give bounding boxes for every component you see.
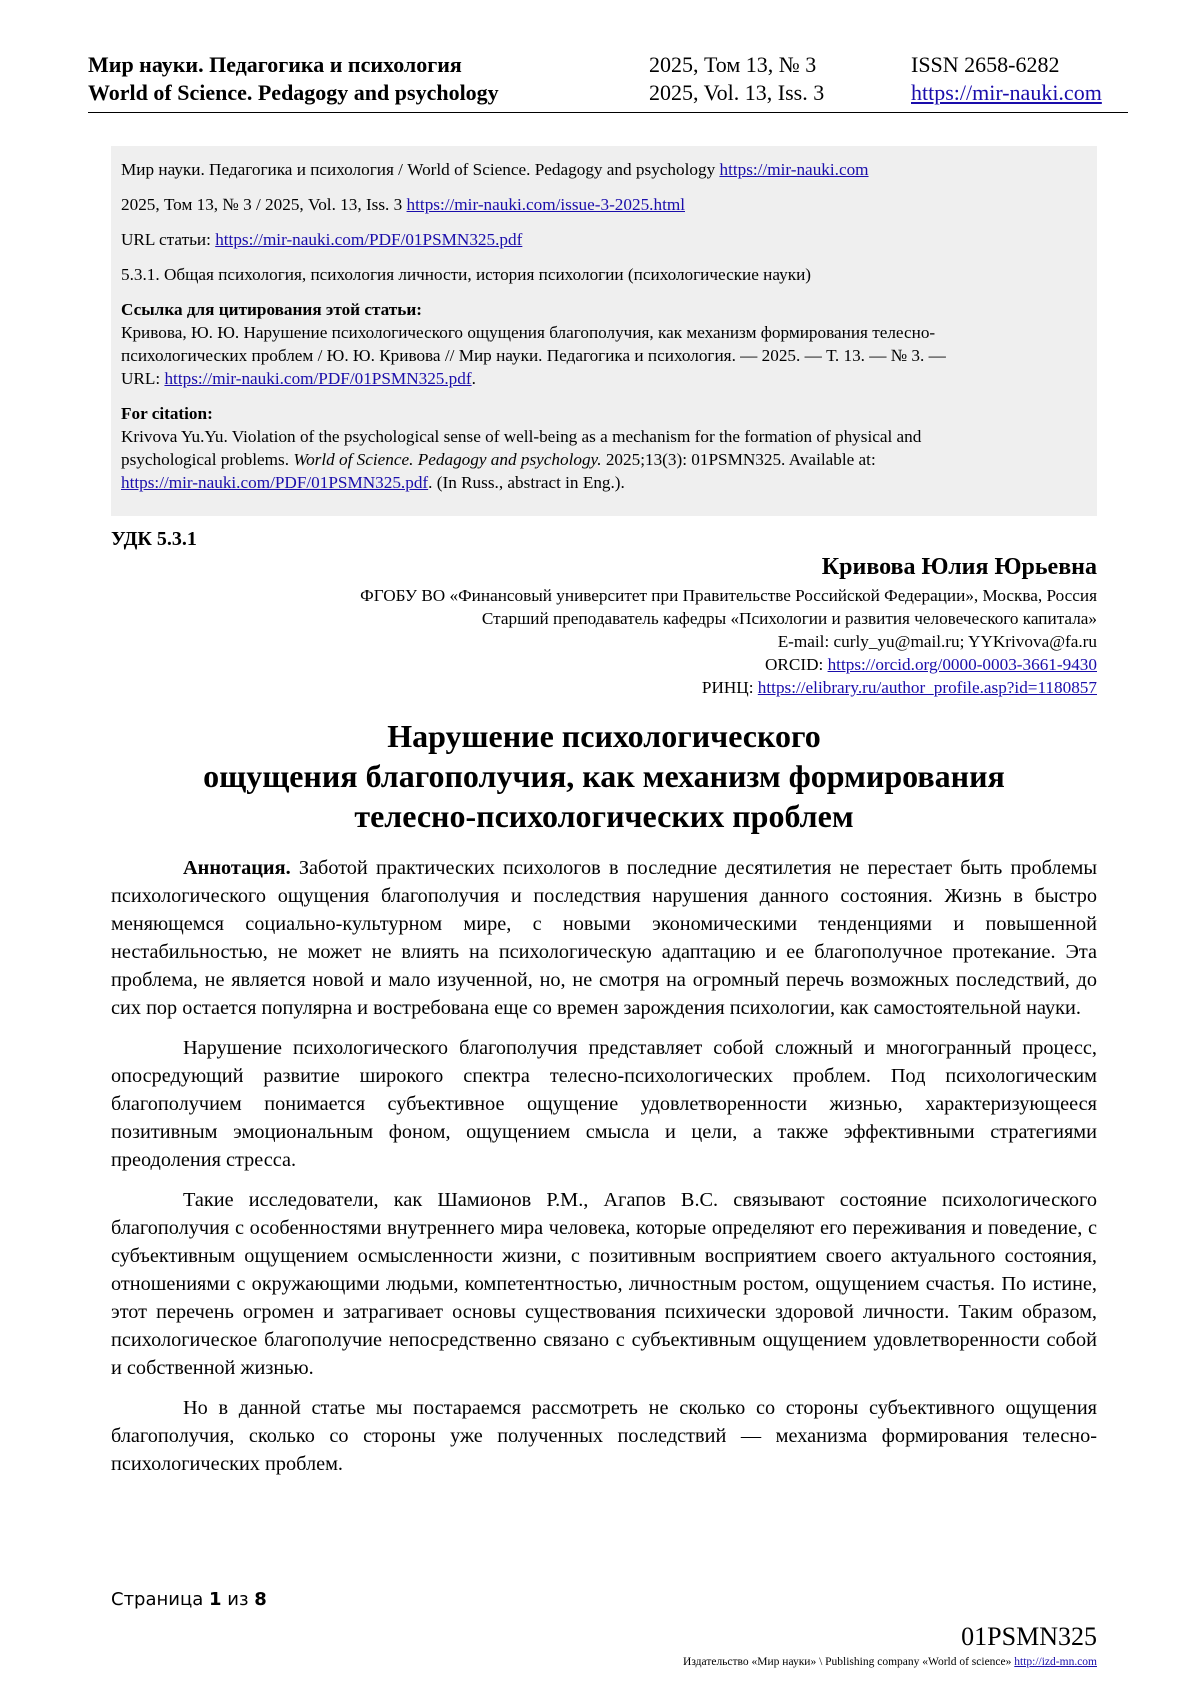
publisher-link[interactable]: http://izd-mn.com bbox=[1014, 1656, 1097, 1668]
journal-title-en: World of Science. Pedagogy and psychology bbox=[88, 80, 499, 105]
author-rinc: РИНЦ: https://elibrary.ru/author_profile.asp?id=1180857 bbox=[701, 678, 1097, 697]
rinc-link[interactable]: https://elibrary.ru/author_profile.asp?id=1180857 bbox=[757, 678, 1097, 697]
author-affiliation: ФГОБУ ВО «Финансовый университет при Правительстве Российской Федерации», Москва, Россия bbox=[360, 586, 1097, 605]
orcid-link[interactable]: https://orcid.org/0000-0003-3661-9430 bbox=[827, 655, 1097, 674]
issue-ru: 2025, Том 13, № 3 bbox=[649, 52, 817, 77]
cite-en-heading: For citation: bbox=[121, 404, 213, 423]
abstract-paragraph: Аннотация. Заботой практических психологов в последние десятилетия не перестает быть проблемы психологического ощущения благополучия и последствия нарушения данного состояния. Жизнь в быстро меняющемся социально-культурном мире, с новыми экономическими тенденциями и повышенной нестабильностью, не может не влиять на психологическую адаптацию и ее благополучное протекание. Эта проблема, не является новой и мало изученной, но, не смотря на огромный перечь возможных последствий, до сих пор остается популярна и востребована еще со времен зарождения психологии, как самостоятельной науки. bbox=[111, 857, 1097, 1019]
cite-en-url-line: https://mir-nauki.com/PDF/01PSMN325.pdf. (In Russ., abstract in Eng.). bbox=[121, 473, 625, 492]
body-paragraph: Такие исследователи, как Шамионов Р.М., Агапов В.С. связывают состояние психологического благополучия с особенностями внутреннего мира человека, которые определяют его переживания и поведение, с субъективным ощущением осмысленности жизни, с позитивным восприятием своего актуального состояния, отношениями с окружающими людьми, компетентностью, личностным ростом, ощущением счастья. По истине, этот перечень огромен и затрагивает основы существования психически здоровой личности. Таким образом, психологическое благополучие непосредственно связано с субъективным ощущением удовлетворенности собой и собственной жизнью. bbox=[111, 1189, 1097, 1379]
title-line: Нарушение психологического bbox=[387, 718, 821, 754]
cite-en-url-link[interactable]: https://mir-nauki.com/PDF/01PSMN325.pdf bbox=[121, 473, 429, 492]
journal-title-ru: Мир науки. Педагогика и психология bbox=[88, 52, 462, 77]
article-url-line: URL статьи: https://mir-nauki.com/PDF/01PSMN325.pdf bbox=[121, 230, 523, 249]
site-link[interactable]: https://mir-nauki.com bbox=[911, 80, 1102, 105]
issue-en: 2025, Vol. 13, Iss. 3 bbox=[649, 80, 825, 105]
cite-ru-heading: Ссылка для цитирования этой статьи: bbox=[121, 300, 422, 319]
cite-ru-url-link[interactable]: https://mir-nauki.com/PDF/01PSMN325.pdf bbox=[164, 369, 472, 388]
title-line: ощущения благополучия, как механизм формирования bbox=[203, 758, 1005, 794]
issue-link[interactable]: https://mir-nauki.com/issue-3-2025.html bbox=[406, 195, 685, 214]
article-body bbox=[111, 854, 1097, 1490]
cite-ru-line: Кривова, Ю. Ю. Нарушение психологического ощущения благополучия, как механизм формирования телесно- bbox=[121, 323, 936, 342]
author-position: Старший преподаватель кафедры «Психологии и развития человеческого капитала» bbox=[481, 609, 1097, 628]
journal-link[interactable]: https://mir-nauki.com bbox=[719, 160, 869, 179]
cite-ru-url-line: URL: https://mir-nauki.com/PDF/01PSMN325.pdf. bbox=[121, 369, 476, 388]
title-line: телесно-психологических проблем bbox=[354, 798, 854, 834]
body-paragraph: Нарушение психологического благополучия представляет собой сложный и многогранный процесс, опосредующий развитие широкого спектра телесно-психологических проблем. Под психологическим благополучием понимается субъективное ощущение удовлетворенности жизнью, характеризующееся позитивным эмоциональным фоном, ощущением смысла и цели, а также эффективными стратегиями преодоления стресса. bbox=[111, 1037, 1097, 1171]
issue-line: 2025, Том 13, № 3 / 2025, Vol. 13, Iss. 3 https://mir-nauki.com/issue-3-2025.html bbox=[121, 195, 685, 214]
article-url-link[interactable]: https://mir-nauki.com/PDF/01PSMN325.pdf bbox=[215, 230, 523, 249]
specialty-line: 5.3.1. Общая психология, психология личности, история психологии (психологические науки) bbox=[121, 265, 811, 284]
citation-info-box bbox=[111, 146, 1097, 516]
article-code: 01PSMN325 bbox=[961, 1622, 1097, 1651]
author-email: E-mail: curly_yu@mail.ru; YYKrivova@fa.ru bbox=[777, 632, 1097, 651]
author-block bbox=[360, 554, 1097, 699]
issn: ISSN 2658-6282 bbox=[911, 52, 1060, 77]
publisher-line: Издательство «Мир науки» \ Publishing company «World of science» http://izd-mn.com bbox=[683, 1656, 1097, 1668]
author-name: Кривова Юлия Юрьевна bbox=[821, 554, 1097, 580]
author-orcid: ORCID: https://orcid.org/0000-0003-3661-9430 bbox=[765, 655, 1097, 674]
cite-en-journal: World of Science. Pedagogy and psychology. bbox=[293, 450, 602, 469]
page-number: Страница 1 из 8 bbox=[111, 1589, 267, 1610]
cite-ru-line: психологических проблем / Ю. Ю. Кривова // Мир науки. Педагогика и психология. — 2025. — Т. 13. — № 3. — bbox=[121, 346, 946, 365]
running-header bbox=[88, 50, 1128, 113]
abstract-label: Аннотация. bbox=[183, 857, 291, 879]
journal-line: Мир науки. Педагогика и психология / World of Science. Pedagogy and psychology https://mir-nauki.com bbox=[121, 160, 869, 179]
udk-code: УДК 5.3.1 bbox=[111, 528, 197, 550]
body-paragraph: Но в данной статье мы постараемся рассмотреть не сколько со стороны субъективного ощущения благополучия, сколько со стороны уже полученных последствий — механизма формирования телесно-психологических проблем. bbox=[111, 1397, 1097, 1475]
article-title bbox=[111, 716, 1097, 836]
cite-en-line: psychological problems. World of Science. Pedagogy and psychology. 2025;13(3): 01PSMN325. Available at: bbox=[121, 450, 876, 469]
cite-en-line: Krivova Yu.Yu. Violation of the psychological sense of well-being as a mechanism for the formation of physical and bbox=[121, 427, 922, 446]
